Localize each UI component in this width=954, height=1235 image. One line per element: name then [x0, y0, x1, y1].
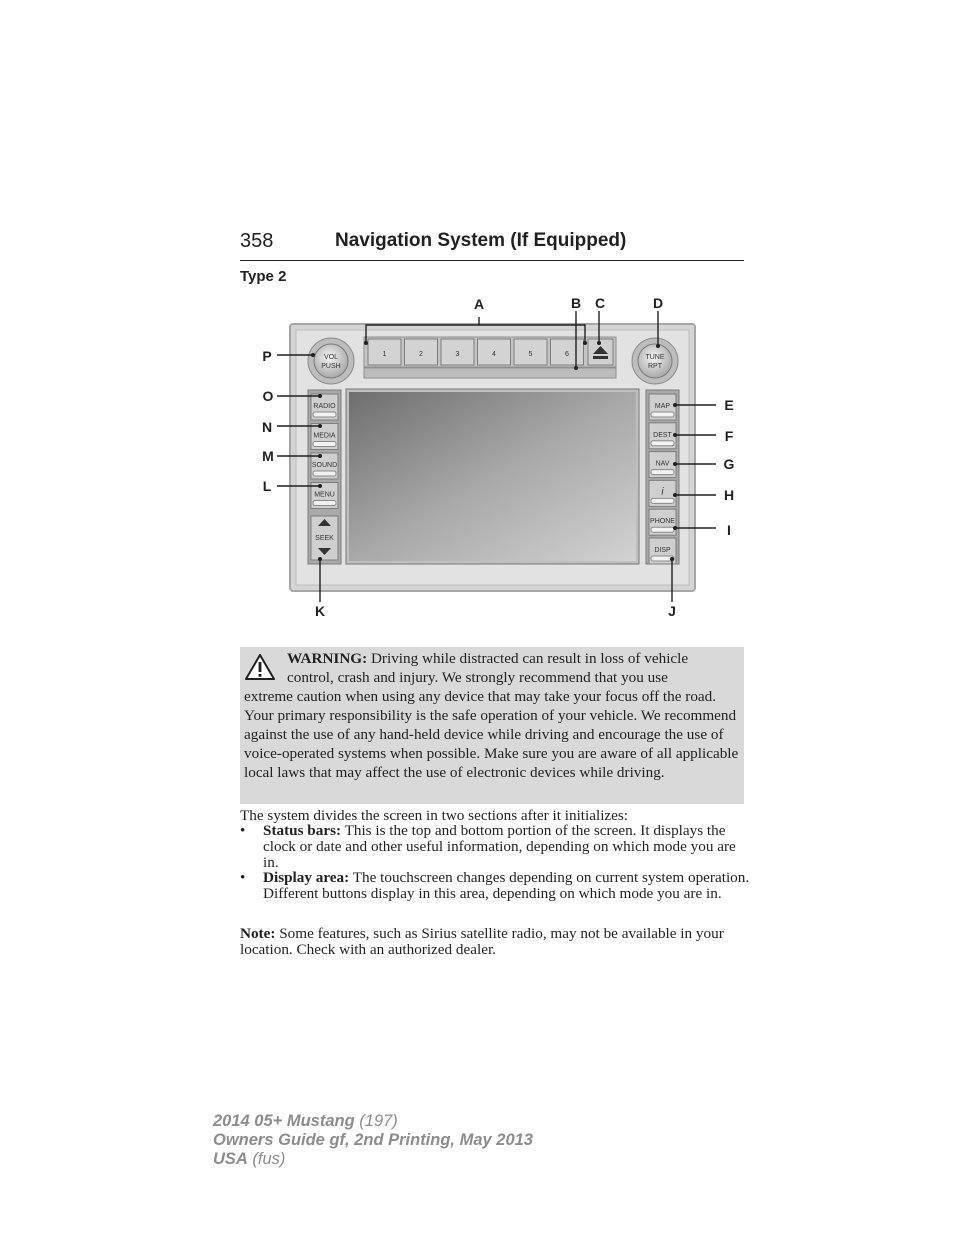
- preset-label: 3: [455, 351, 460, 358]
- callout-g: G: [723, 456, 735, 472]
- button-indicator: [313, 412, 336, 417]
- callout-i: I: [727, 522, 731, 538]
- tune-label: TUNE: [645, 354, 665, 361]
- right-button-label: DISP: [654, 547, 671, 554]
- right-button-label: DEST: [653, 431, 672, 439]
- bullet-text: The touchscreen changes depending on current system operation. Different buttons display in this area, depending on which mode you are in.: [263, 869, 750, 902]
- preset-label: 1: [382, 351, 387, 358]
- callout-b: B: [570, 295, 582, 311]
- callout-j: J: [668, 603, 676, 619]
- bullet-text: This is the top and bottom portion of the screen. It displays the clock or date and other useful information, depending on which mode you are in.: [263, 822, 736, 871]
- warning-rest: extreme caution when using any device that may take your focus off the road. Your primary responsibility is the safe operation of your vehicle. We recommend against the use of any hand-held device while driving and encourage the use of voice-operated systems when possible. Make sure you are aware of all applicable local laws that may affect the use of electronic devices while driving.: [244, 688, 739, 781]
- right-button-label: NAV: [655, 460, 670, 468]
- warning-label: WARNING:: [287, 650, 368, 667]
- button-indicator: [651, 470, 674, 475]
- rpt-label: RPT: [648, 363, 662, 370]
- bullet-label: Display area:: [263, 869, 350, 886]
- button-indicator: [651, 412, 674, 417]
- preset-label: 5: [528, 351, 533, 358]
- warning-text: [244, 649, 742, 782]
- button-indicator: [651, 441, 674, 446]
- left-button-label: SOUND: [311, 462, 338, 469]
- bullet-status-bars: • Status bars: This is the top and bottom portion of the screen. It displays the clock or date and other useful information, depending on which mode you are in.: [240, 822, 736, 871]
- bullet-label: Status bars:: [263, 822, 342, 839]
- note-paragraph: [240, 926, 750, 958]
- footer: [213, 1112, 533, 1169]
- footer-line2: Owners Guide gf, 2nd Printing, May 2013: [213, 1131, 533, 1149]
- warning-line2: control, crash and injury. We strongly recommend that you use: [287, 669, 668, 686]
- note-text: Some features, such as Sirius satellite radio, may not be available in your location. Check with an authorized dealer.: [240, 925, 724, 958]
- left-button-label: RADIO: [313, 403, 336, 410]
- button-indicator: [313, 501, 336, 506]
- bullet-display-area: • Display area: The touchscreen changes depending on current system operation. Different buttons display in this area, depending on which mode you are in.: [240, 869, 750, 902]
- button-indicator: [313, 471, 336, 476]
- push-label: PUSH: [321, 363, 341, 370]
- preset-label: 6: [565, 351, 569, 358]
- callout-f: F: [724, 428, 734, 444]
- note-label: Note:: [240, 925, 276, 942]
- callout-n: N: [261, 419, 273, 435]
- button-indicator: [313, 442, 336, 447]
- preset-label: 2: [419, 351, 423, 358]
- warning-box: [240, 647, 744, 804]
- left-button-label: MEDIA: [313, 432, 336, 440]
- preset-label: 4: [492, 351, 496, 358]
- button-indicator: [651, 527, 674, 532]
- intro-paragraph: The system divides the screen in two sections after it initializes:: [240, 807, 629, 824]
- button-indicator: [651, 498, 674, 503]
- seek-label: SEEK: [315, 535, 334, 542]
- callout-l: L: [262, 478, 272, 494]
- section-title: Navigation System (If Equipped): [335, 230, 627, 251]
- callout-c: C: [594, 295, 606, 311]
- callout-d: D: [652, 295, 664, 311]
- right-button-label: i: [661, 486, 664, 498]
- warning-line1: Driving while distracted can result in loss of vehicle: [367, 650, 689, 667]
- right-button-label: MAP: [654, 403, 671, 410]
- footer-line1: 2014 05+ Mustang (197): [213, 1112, 398, 1130]
- page-number: 358: [240, 230, 274, 252]
- footer-line3: USA (fus): [213, 1150, 286, 1168]
- callout-h: H: [723, 487, 735, 503]
- vol-label: VOL: [323, 354, 339, 361]
- callout-o: O: [262, 388, 274, 404]
- callout-e: E: [724, 397, 734, 413]
- callout-p: P: [262, 348, 272, 364]
- callout-m: M: [262, 448, 274, 464]
- callout-k: K: [314, 603, 326, 619]
- page-header: [240, 228, 744, 261]
- callout-a: A: [473, 296, 485, 312]
- subsection-title: Type 2: [240, 268, 287, 285]
- navigation-unit-figure: [250, 290, 750, 625]
- right-button-label: PHONE: [650, 518, 675, 526]
- left-button-label: MENU: [314, 491, 335, 499]
